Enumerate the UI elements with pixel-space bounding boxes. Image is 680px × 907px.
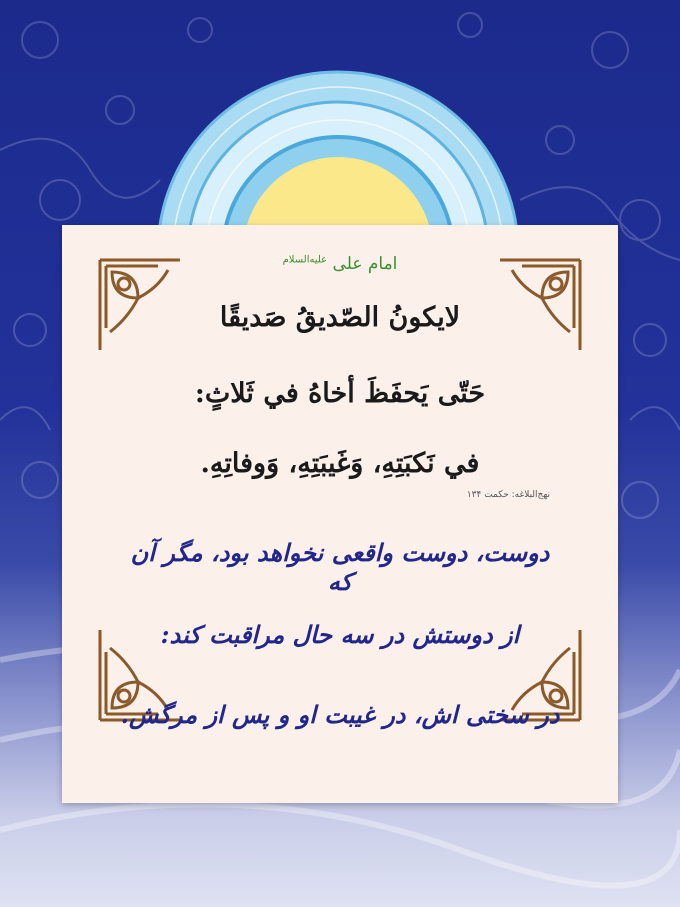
hadith-line-3: في نَكبَتِهِ، وَغَيبَتِهِ، وَوفاتِهِ. <box>200 448 480 479</box>
attribution-honorific: علیه‌السلام <box>282 254 328 266</box>
translation-line-3: در سختی اش، در غیبت او و پس از مرگش. <box>120 700 560 729</box>
medallion-ornament <box>148 52 528 252</box>
translation-line-2: از دوستش در سه حال مراقبت کند: <box>160 620 520 649</box>
translation-line-1: دوست، دوست واقعی نخواهد بود، مگر آن که <box>130 538 550 596</box>
attribution-name: امام علی <box>332 254 398 274</box>
hadith-line-1: لايكونُ الصّديقُ صَديقًا <box>219 302 461 333</box>
hadith-line-2: حَتّى يَحفَظَ أخاهُ في ثَلاثٍ: <box>194 378 486 409</box>
source-reference: نهج‌البلاغه: حکمت ۱۳۴ <box>466 490 550 500</box>
attribution <box>260 254 420 274</box>
